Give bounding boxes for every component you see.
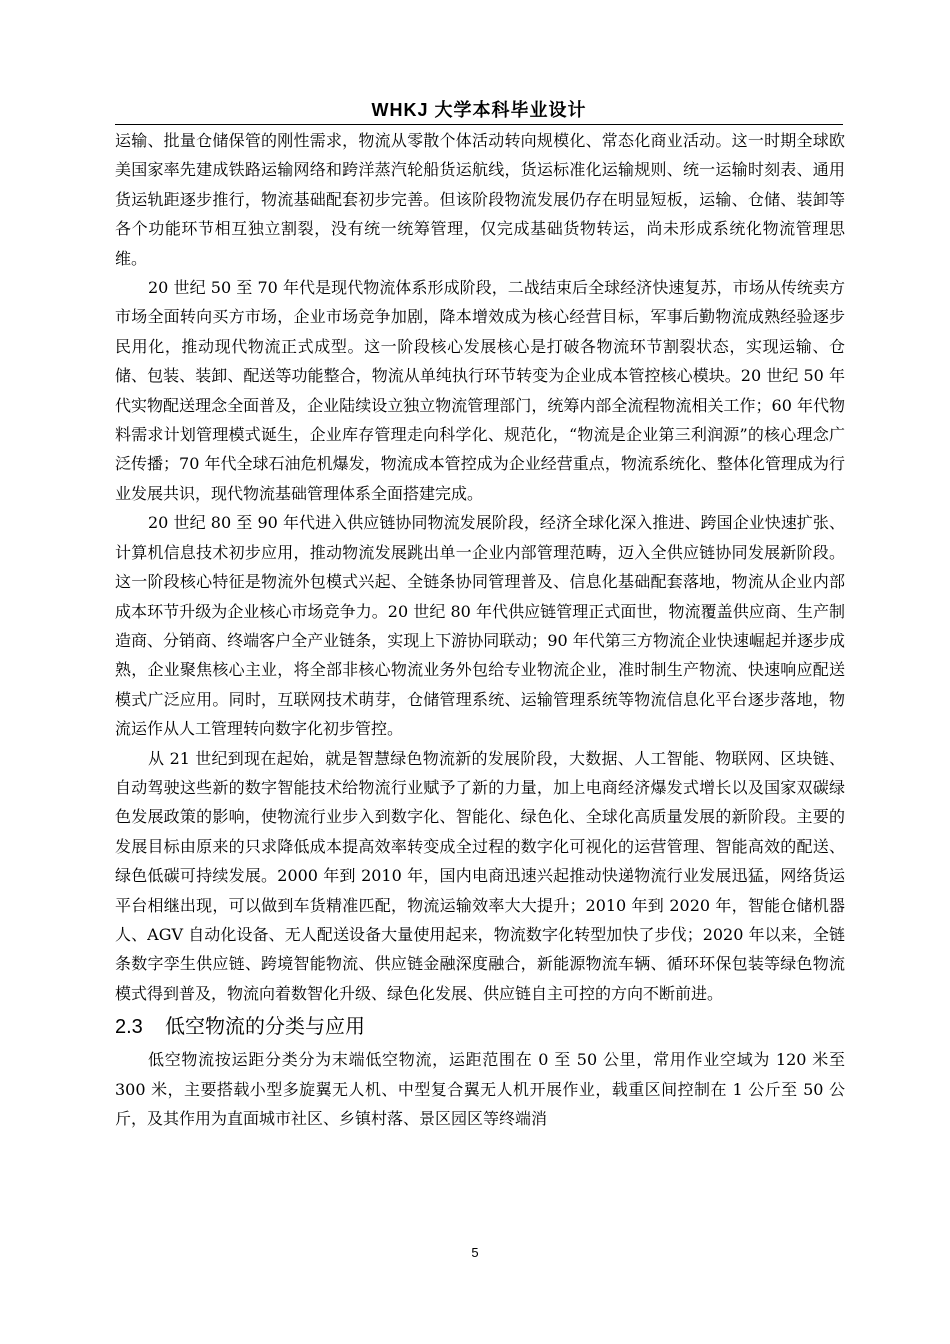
paragraph: 20 世纪 50 至 70 年代是现代物流体系形成阶段，二战结束后全球经济快速复苏，市场从传统卖方市场全面转向买方市场，企业市场竞争加剧，降本增效成为核心经营目标，军事后勤物流成熟经验逐步民用化，推动现代物流正式成型。这一阶段核心发展核心是打破各物流环节割裂状态，实现运输、仓储、包装、装卸、配送等功能整合，物流从单纯执行环节转变为企业成本管控核心模块。20 世纪 50 年代实物配送理念全面普及，企业陆续设立独立物流管理部门，统筹内部全流程物流相关工作；60 年代物料需求计划管理模式诞生，企业库存管理走向科学化、规范化，“物流是企业第三利润源”的核心理念广泛传播；70 年代全球石油危机爆发，物流成本管控成为企业经营重点，物流系统化、整体化管理成为行业发展共识，现代物流基础管理体系全面搭建完成。	[115, 278, 845, 503]
section-heading	[115, 1012, 845, 1042]
section-number: 2.3	[115, 1016, 143, 1039]
paragraph: 从 21 世纪到现在起始，就是智慧绿色物流新的发展阶段，大数据、人工智能、物联网、区块链、自动驾驶这些新的数字智能技术给物流行业赋予了新的力量，加上电商经济爆发式增长以及国家双碳绿色发展政策的影响，使物流行业步入到数字化、智能化、绿色化、全球化高质量发展的新阶段。主要的发展目标由原来的只求降低成本提高效率转变成全过程的数字化可视化的运营管理、智能高效的配送、绿色低碳可持续发展。2000 年到 2010 年，国内电商迅速兴起推动快递物流行业发展迅猛，网络货运平台相继出现，可以做到车货精准匹配，物流运输效率大大提升；2010 年到 2020 年，智能仓储机器人、AGV 自动化设备、无人配送设备大量使用起来，物流数字化转型加快了步伐；2020 年以来，全链条数字孪生供应链、跨境智能物流、供应链金融深度融合，新能源物流车辆、循环环保包装等绿色物流模式得到普及，物流向着数智化升级、绿色化发展、供应链自主可控的方向不断前进。	[115, 748, 845, 1003]
page-header	[115, 97, 843, 123]
paragraph: 20 世纪 80 至 90 年代进入供应链协同物流发展阶段，经济全球化深入推进、跨国企业快速扩张、计算机信息技术初步应用，推动物流发展跳出单一企业内部管理范畴，迈入全供应链协同发展新阶段。这一阶段核心特征是物流外包模式兴起、全链条协同管理普及、信息化基础配套落地，物流从企业内部成本环节升级为企业核心市场竞争力。20 世纪 80 年代供应链管理正式面世，物流覆盖供应商、生产制造商、分销商、终端客户全产业链条，实现上下游协同联动；90 年代第三方物流企业快速崛起并逐步成熟，企业聚焦核心主业，将全部非核心物流业务外包给专业物流企业，准时制生产物流、快速响应配送模式广泛应用。同时，互联网技术萌芽，仓储管理系统、运输管理系统等物流信息化平台逐步落地，物流运作从人工管理转向数字化初步管控。	[115, 513, 845, 739]
paragraph-continued: 运输、批量仓储保管的刚性需求，物流从零散个体活动转向规模化、常态化商业活动。这一时期全球欧美国家率先建成铁路运输网络和跨洋蒸汽轮船货运航线，货运标准化运输规则、统一运输时刻表、通用货运轨距逐步推行，物流基础配套初步完善。但该阶段物流发展仍存在明显短板，运输、仓储、装卸等各个功能环节相互独立割裂，没有统一统筹管理，仅完成基础货物转运，尚未形成系统化物流管理思维。	[115, 131, 845, 268]
header-divider	[115, 124, 843, 125]
header-title: WHKJ 大学本科毕业设计	[371, 100, 587, 120]
section-title: 低空物流的分类与应用	[165, 1016, 365, 1039]
body-text	[115, 126, 845, 1133]
page-number: 5	[471, 1245, 479, 1260]
paragraph: 低空物流按运距分类分为末端低空物流，运距范围在 0 至 50 公里，常用作业空域为 120 米至 300 米，主要搭载小型多旋翼无人机、中型复合翼无人机开展作业，载重区间控制在 1 公斤至 50 公斤，及其作用为直面城市社区、乡镇村落、景区园区等终端消	[115, 1050, 845, 1128]
